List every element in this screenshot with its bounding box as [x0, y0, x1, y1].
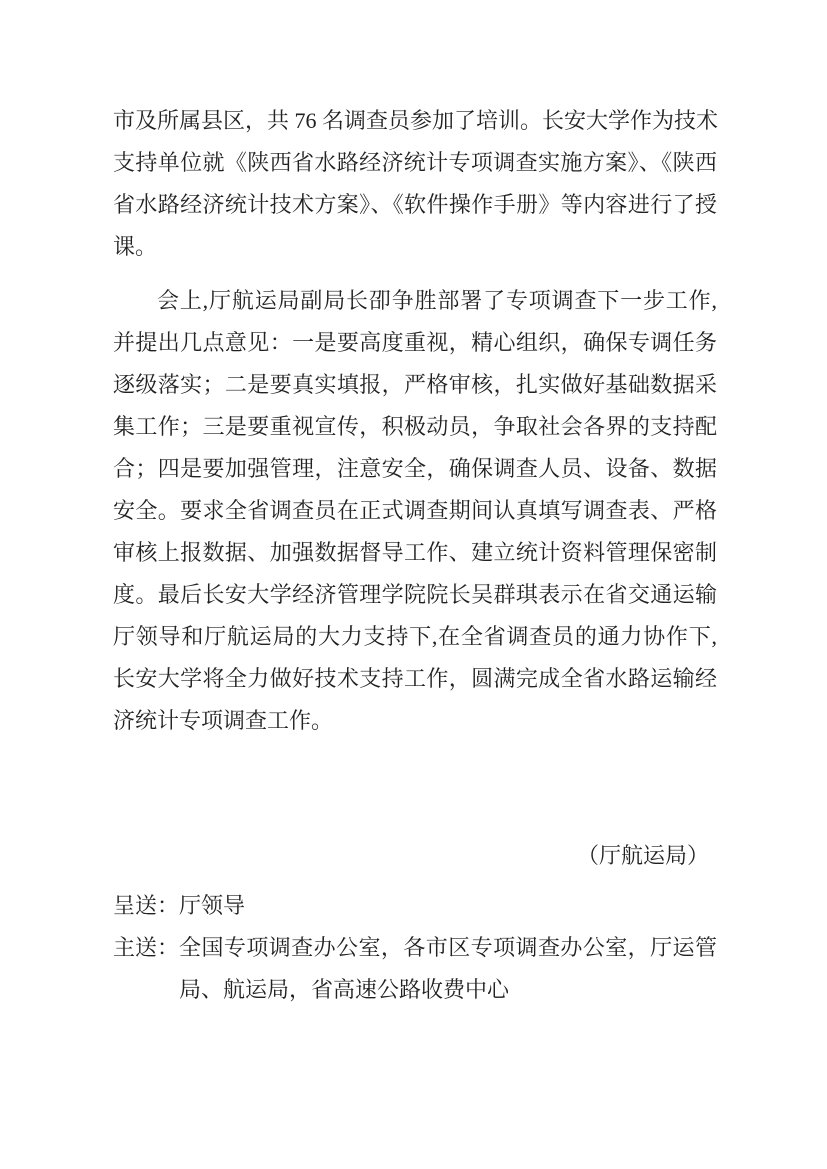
text-line: 课。: [113, 234, 158, 259]
text-line: 局、航运局，省高速公路收费中心: [179, 977, 510, 1002]
text-line: 会上,厅航运局副局长卲争胜部署了专项调查下一步工作,: [157, 288, 717, 313]
text-line: 长安大学将全力做好技术支持工作，圆满完成全省水路运输经: [113, 666, 717, 691]
paragraph-main: [113, 280, 717, 742]
text-line: 并提出几点意见：一是要高度重视，精心组织，确保专调任务: [113, 330, 717, 355]
distribution-content: [179, 927, 717, 1011]
cc-label: 呈送：: [113, 893, 180, 918]
cc-row: [113, 885, 717, 927]
document-body: [113, 100, 717, 1011]
text-line: 支持单位就《陕西省水路经济统计专项调查实施方案》、《陕西: [113, 150, 717, 175]
text-line: 审核上报数据、加强数据督导工作、建立统计资料管理保密制: [113, 540, 717, 565]
text-line: 省水路经济统计技术方案》、《软件操作手册》等内容进行了授: [113, 192, 717, 217]
text-line: 济统计专项调查工作。: [113, 708, 334, 733]
text-line: 市及所属县区，共 76 名调查员参加了培训。长安大学作为技术: [113, 108, 719, 133]
paragraph-continuation: [113, 100, 717, 268]
text-line: 厅领导和厅航运局的大力支持下,在全省调查员的通力协作下,: [113, 624, 717, 649]
issuer-signature: （厅航运局）: [576, 843, 709, 868]
text-line: 集工作；三是要重视宣传，积极动员，争取社会各界的支持配: [113, 414, 717, 439]
text-line: 度。最后长安大学经济管理学院院长吴群琪表示在省交通运输: [113, 582, 717, 607]
distribution-label: 主送：: [113, 935, 180, 960]
text-line: 安全。要求全省调查员在正式调查期间认真填写调查表、严格: [113, 498, 717, 523]
text-line: 全国专项调查办公室，各市区专项调查办公室，厅运管: [179, 935, 717, 960]
distribution-row: [113, 927, 717, 1011]
cc-value: 厅领导: [179, 893, 246, 918]
text-line: 逐级落实；二是要真实填报，严格审核，扎实做好基础数据采: [113, 372, 717, 397]
text-line: 合；四是要加强管理，注意安全，确保调查人员、设备、数据: [113, 456, 717, 481]
